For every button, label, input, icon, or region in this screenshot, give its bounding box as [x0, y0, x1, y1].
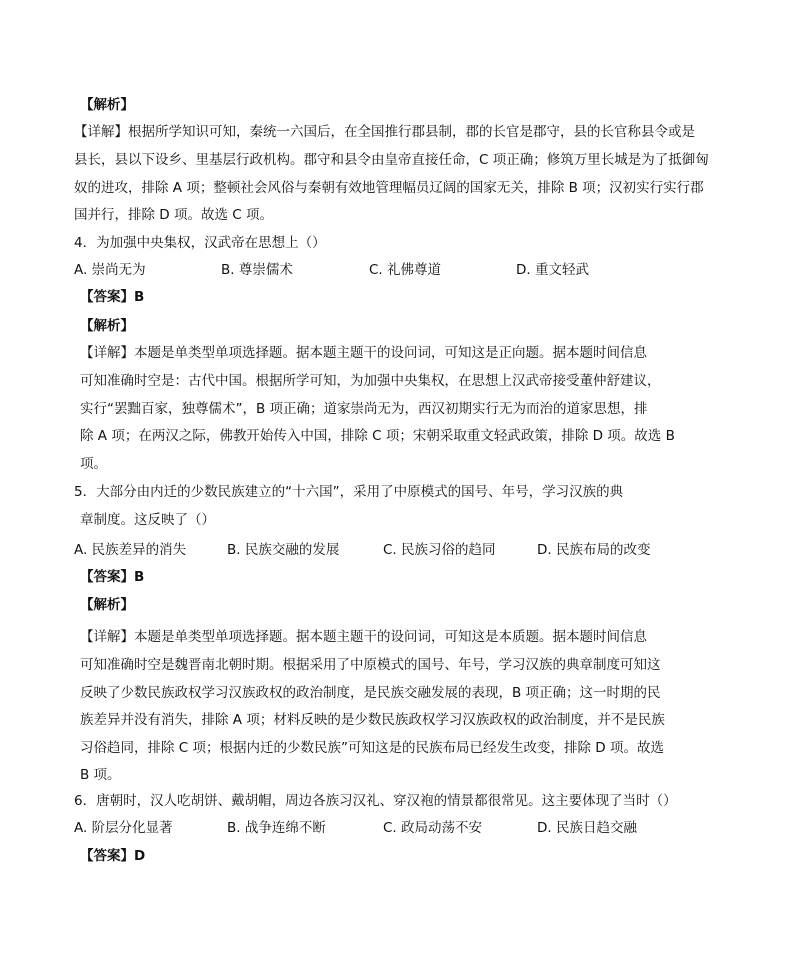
q4-option-d: D. 重文轻武	[516, 262, 589, 278]
q5-detail-line-5: 习俗趋同，排除 C 项；根据内迁的少数民族”可知这是的民族布局已经发生改变，排除 D 项。故选	[80, 740, 664, 756]
q6-option-d: D. 民族日趋交融	[537, 820, 637, 836]
q4-answer: 【答案】B	[80, 289, 145, 305]
q6-answer: 【答案】D	[80, 848, 146, 864]
q4-detail-line-5: 项。	[80, 456, 107, 472]
q6-option-c: C. 政局动荡不安	[383, 820, 483, 836]
q5-option-a: A. 民族差异的消失	[74, 542, 187, 558]
q5-detail-line-3: 反映了少数民族政权学习汉族政权的政治制度，是民族交融发展的表现，B 项正确；这一时期的民	[80, 685, 661, 701]
q3-analysis-label: 【解析】	[80, 97, 134, 113]
q5-detail-line-4: 族差异并没有消失，排除 A 项；材料反映的是少数民族政权学习汉族政权的政治制度，并不是民族	[80, 712, 665, 728]
q3-detail-line-1: 【详解】根据所学知识可知，秦统一六国后，在全国推行郡县制，郡的长官是郡守，县的长官称县令或是	[74, 124, 695, 140]
q4-option-b: B. 尊崇儒术	[221, 262, 293, 278]
q4-detail-line-1: 【详解】本题是单类型单项选择题。据本题主题干的设问词，可知这是正向题。据本题时间信息	[80, 345, 647, 361]
q4-analysis-label: 【解析】	[80, 318, 134, 334]
q6-option-b: B. 战争连绵不断	[227, 820, 326, 836]
q5-detail-line-6: B 项。	[80, 767, 121, 783]
q6-option-a: A. 阶层分化显著	[74, 820, 173, 836]
q4-detail-line-2: 可知准确时空是：古代中国。根据所学可知，为加强中央集权，在思想上汉武帝接受董仲舒建议，	[80, 373, 661, 389]
q4-option-a: A. 崇尚无为	[74, 262, 146, 278]
q5-analysis-label: 【解析】	[80, 597, 134, 613]
q5-question-line-2: 章制度。这反映了（）	[80, 512, 215, 528]
q5-option-d: D. 民族布局的改变	[537, 542, 651, 558]
q3-detail-line-2: 县长，县以下设乡、里基层行政机构。郡守和县令由皇帝直接任命，C 项正确；修筑万里长城是为了抵御匈	[74, 152, 709, 168]
q3-detail-line-3: 奴的进攻，排除 A 项；整顿社会风俗与秦朝有效地管理幅员辽阔的国家无关，排除 B 项；汉初实行实行郡	[74, 180, 704, 196]
q4-detail-line-3: 实行“罢黜百家，独尊儒术”，B 项正确；道家崇尚无为，西汉初期实行无为而治的道家思想，排	[80, 401, 648, 417]
q3-detail-line-4: 国并行，排除 D 项。故选 C 项。	[74, 207, 273, 223]
q5-answer: 【答案】B	[80, 569, 145, 585]
q4-question: 4．为加强中央集权，汉武帝在思想上（）	[74, 235, 326, 251]
q6-question: 6．唐朝时，汉人吃胡饼、戴胡帽，周边各族习汉礼、穿汉袍的情景都很常见。这主要体现了当时（）	[74, 793, 677, 809]
q4-option-c: C. 礼佛尊道	[369, 262, 442, 278]
q5-detail-line-2: 可知准确时空是魏晋南北朝时期。根据采用了中原模式的国号、年号，学习汉族的典章制度可知这	[80, 657, 661, 673]
q5-option-c: C. 民族习俗的趋同	[383, 542, 496, 558]
q5-option-b: B. 民族交融的发展	[227, 542, 340, 558]
q5-question-line-1: 5．大部分由内迁的少数民族建立的“十六国”，采用了中原模式的国号、年号，学习汉族的典	[74, 484, 624, 500]
q5-detail-line-1: 【详解】本题是单类型单项选择题。据本题主题干的设问词，可知这是本质题。据本题时间信息	[80, 629, 647, 645]
q4-detail-line-4: 除 A 项；在两汉之际，佛教开始传入中国，排除 C 项；宋朝采取重文轻武政策，排除 D 项。故选 B	[80, 428, 675, 444]
